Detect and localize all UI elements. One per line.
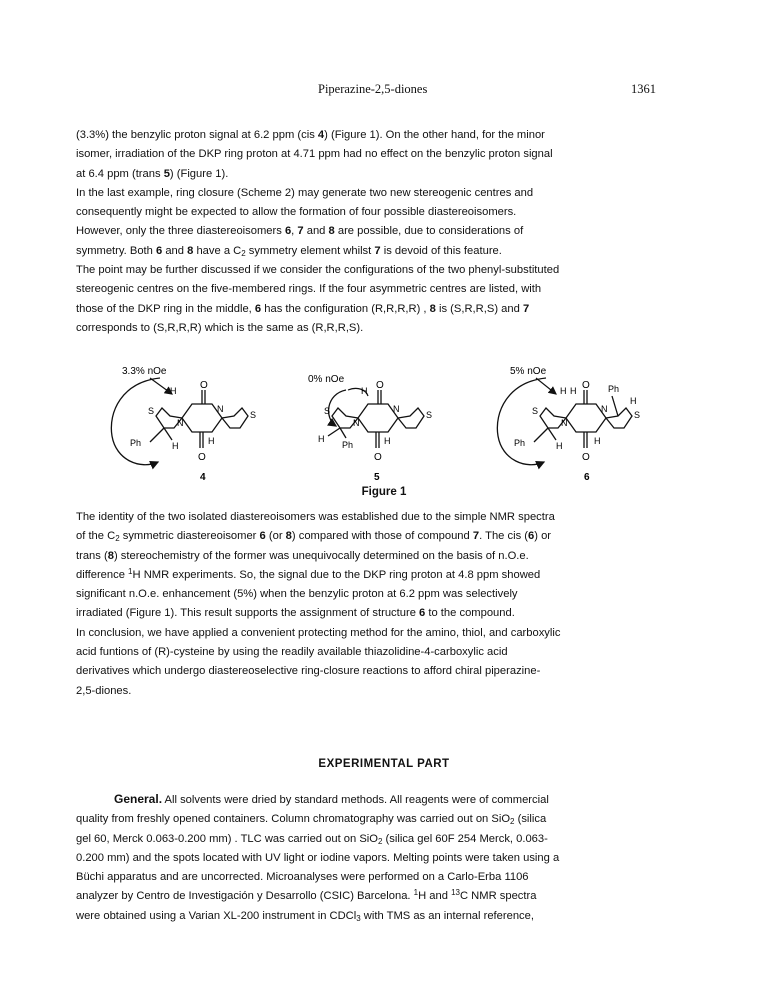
svg-text:H: H (208, 436, 215, 446)
page-number: 1361 (631, 82, 656, 96)
svg-text:O: O (374, 452, 382, 463)
text-line: those of the DKP ring in the middle, 6 has the configuration (R,R,R,R) , 8 is (S,R,R,S) and 7 (76, 302, 530, 315)
svg-text:S: S (324, 406, 331, 416)
svg-text:H: H (170, 386, 177, 396)
text-line: The point may be further discussed if we consider the configurations of the two phenyl-substituted (76, 264, 560, 277)
noe-label: 3.3% nOe (122, 366, 167, 377)
text-line: (3.3%) the benzylic proton signal at 6.2 ppm (cis 4) (Figure 1). On the other hand, for the minor (76, 129, 545, 141)
figure-caption: Figure 1 (361, 486, 407, 498)
text-line: The identity of the two isolated diastereoisomers was established due to the simple NMR spectra (76, 511, 555, 523)
text-line: corresponds to (S,R,R,R) which is the same as (R,R,R,S). (76, 321, 364, 334)
svg-text:H: H (172, 441, 179, 451)
text-line: significant n.O.e. enhancement (5%) when the benzylic proton at 6.2 ppm was selectively (76, 588, 518, 601)
compound-label: 5 (374, 472, 380, 483)
svg-text:N: N (177, 418, 184, 428)
svg-text:Ph: Ph (130, 438, 142, 448)
text-line: consequently might be expected to allow the formation of four possible diastereoisomers. (76, 206, 517, 219)
text-line: symmetry. Both 6 and 8 have a $C_2$ symmetry element whilst 7 is devoid of this feature. (76, 244, 502, 258)
section-heading: EXPERIMENTAL PART (318, 758, 450, 770)
text-line: trans (8) stereochemistry of the former was unequivocally determined on the basis of n.O.e. (76, 549, 529, 562)
noe-label: 0% nOe (308, 374, 345, 385)
text-line: of the $C_2$ symmetric diastereoisomer 6 (or 8) compared with those of compound 7. The cis (6) or (76, 530, 552, 544)
text-line: In conclusion, we have applied a convenient protecting method for the amino, thiol, and carboxylic (76, 626, 561, 639)
svg-text:H: H (361, 386, 368, 396)
text-line: 0.200 mm) and the spots located with UV light or iodine vapors. Melting points were taken using a (76, 851, 560, 864)
svg-text:O: O (582, 452, 590, 463)
svg-text:Ph: Ph (608, 384, 620, 394)
text-line: derivatives which undergo diastereoselective ring-closure reactions to afford chiral piperazine- (76, 665, 541, 678)
svg-text:N: N (217, 404, 224, 414)
text-line: difference $^1$H NMR experiments. So, the signal due to the DKP ring proton at 4.8 ppm showed (76, 566, 541, 581)
svg-text:Ph: Ph (514, 438, 526, 448)
paragraph-identity (76, 508, 698, 701)
svg-text:Ph: Ph (342, 440, 354, 450)
text-line: Büchi apparatus and are uncorrected. Microanalyses were performed on a Carlo-Erba 1106 (76, 871, 529, 884)
text-line: 2,5-diones. (76, 684, 132, 697)
structure-4 (111, 366, 256, 483)
text-line: gel 60, Merck 0.063-0.200 mm) . TLC was carried out on SiO$_2$ (silica gel 60F 254 Merck, 0.063- (76, 832, 548, 846)
structure-6 (497, 366, 640, 483)
svg-text:S: S (426, 410, 433, 420)
text-line: General. All solvents were dried by standard methods. All reagents were of commercial (114, 792, 549, 806)
compound-label: 4 (200, 472, 206, 483)
noe-label: 5% nOe (510, 366, 547, 377)
compound-label: 6 (584, 472, 590, 483)
svg-text:O: O (582, 380, 590, 391)
svg-text:H: H (570, 386, 577, 396)
svg-text:H: H (594, 436, 601, 446)
text-line: acid funtions of (R)-cysteine by using the readily available thiazolidine-4-carboxylic acid (76, 646, 508, 659)
svg-text:H: H (630, 396, 637, 406)
svg-text:N: N (353, 418, 360, 428)
paragraph-general (76, 790, 698, 926)
svg-text:H: H (556, 441, 563, 451)
noe-arrow (111, 378, 160, 465)
svg-text:S: S (250, 410, 257, 420)
text-line: analyzer by Centro de Investigación y Desarrollo (CSIC) Barcelona. $^1$H and $^{13}$C NMR spectra (76, 888, 537, 903)
text-line: However, only the three diastereoisomers 6, 7 and 8 are possible, due to considerations of (76, 225, 524, 238)
svg-text:S: S (148, 406, 155, 416)
text-line: stereogenic centres on the five-membered rings. If the four asymmetric centres are listed, with (76, 283, 542, 296)
svg-text:H: H (384, 436, 391, 446)
svg-text:N: N (393, 404, 400, 414)
svg-text:N: N (601, 404, 608, 414)
running-title: Piperazine-2,5-diones (318, 82, 428, 96)
nmr-noe-figure (100, 364, 660, 484)
noe-arrow (497, 378, 546, 465)
paragraph-results (76, 126, 698, 338)
svg-text:S: S (634, 410, 641, 420)
text-line: isomer, irradiation of the DKP ring proton at 4.71 ppm had no effect on the benzylic proton signal (76, 148, 553, 161)
svg-text:O: O (200, 380, 208, 391)
svg-text:O: O (198, 452, 206, 463)
svg-text:H: H (318, 434, 325, 444)
svg-text:S: S (532, 406, 539, 416)
text-line: were obtained using a Varian XL-200 instrument in CDCl$_3$ with TMS as an internal reference, (76, 909, 534, 923)
svg-text:H: H (560, 386, 567, 396)
text-line: at 6.4 ppm (trans 5) (Figure 1). (76, 167, 229, 180)
svg-text:O: O (376, 380, 384, 391)
structure-5 (308, 374, 432, 483)
text-line: In the last example, ring closure (Scheme 2) may generate two new stereogenic centres and (76, 186, 534, 199)
text-line: quality from freshly opened containers. Column chromatography was carried out on SiO$_2$ (silica (76, 813, 547, 827)
svg-text:N: N (561, 418, 568, 428)
text-line: irradiated (Figure 1). This result supports the assignment of structure 6 to the compound. (76, 607, 515, 620)
